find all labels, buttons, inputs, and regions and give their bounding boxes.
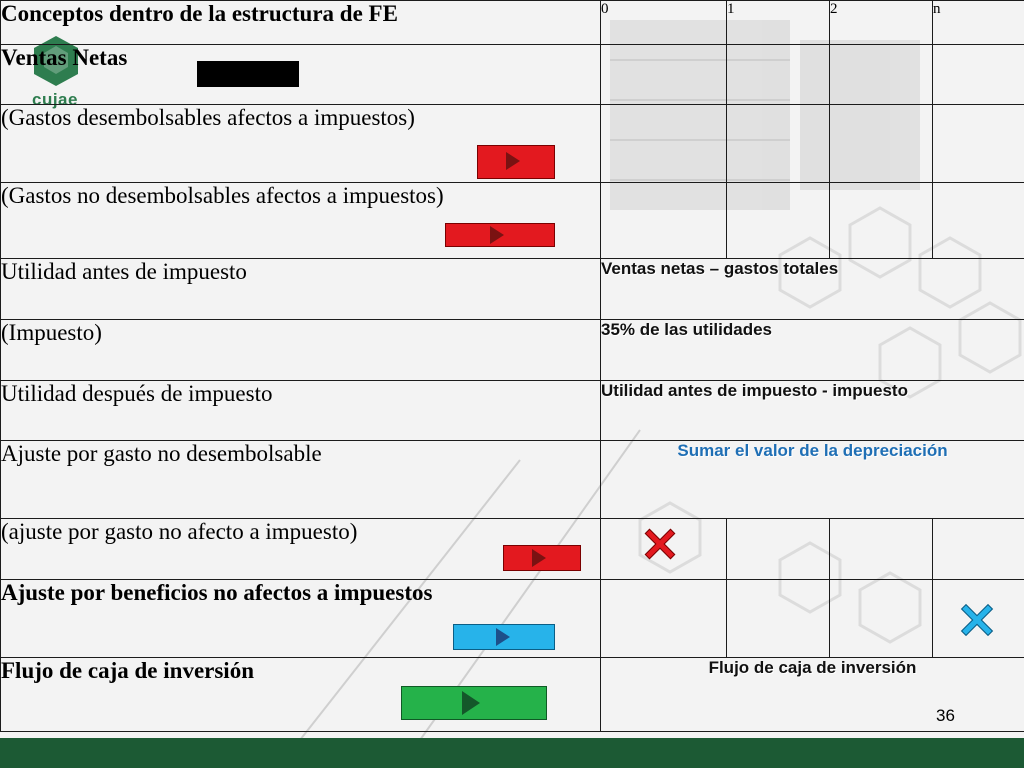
formula-ventas-gastos: Ventas netas – gastos totales bbox=[601, 259, 1024, 320]
logo-text: cujae bbox=[32, 90, 78, 109]
table-row bbox=[1, 45, 1024, 105]
table-row bbox=[1, 519, 1024, 580]
red-arrow-marker bbox=[503, 545, 581, 571]
row-label-ajuste-beneficios: Ajuste por beneficios no afectos a impuestos bbox=[1, 580, 433, 605]
blue-x-icon bbox=[955, 598, 999, 642]
header-period-n: n bbox=[933, 1, 1024, 45]
red-arrow-marker bbox=[445, 223, 555, 247]
table-row bbox=[1, 105, 1024, 183]
table-row bbox=[1, 320, 1024, 381]
header-period-2: 2 bbox=[830, 1, 933, 45]
formula-impuesto: 35% de las utilidades bbox=[601, 320, 1024, 381]
table-row bbox=[1, 580, 1024, 658]
table-row bbox=[1, 658, 1024, 732]
play-arrow-icon bbox=[490, 226, 504, 244]
table-row bbox=[1, 259, 1024, 320]
green-arrow-marker bbox=[401, 686, 547, 720]
row-label-gastos-desembolsables: (Gastos desembolsables afectos a impuestos) bbox=[1, 105, 415, 130]
header-period-1: 1 bbox=[727, 1, 830, 45]
table-header-row bbox=[1, 1, 1024, 45]
row-label-flujo-caja: Flujo de caja de inversión bbox=[1, 658, 254, 683]
row-label-gastos-no-desembolsables: (Gastos no desembolsables afectos a impuestos) bbox=[1, 183, 444, 208]
red-arrow-marker bbox=[477, 145, 555, 179]
table-row bbox=[1, 381, 1024, 441]
formula-depreciacion: Sumar el valor de la depreciación bbox=[601, 441, 1024, 519]
page-number: 36 bbox=[936, 706, 955, 725]
header-concept: Conceptos dentro de la estructura de FE bbox=[1, 1, 601, 45]
play-arrow-icon bbox=[532, 549, 546, 567]
row-label-ajuste-no-afecto: (ajuste por gasto no afecto a impuesto) bbox=[1, 519, 358, 544]
row-label-ajuste-no-desembolsable: Ajuste por gasto no desembolsable bbox=[1, 441, 601, 519]
row-label-utilidad-antes: Utilidad antes de impuesto bbox=[1, 259, 601, 320]
row-label-impuesto: (Impuesto) bbox=[1, 320, 601, 381]
header-period-0: 0 bbox=[601, 1, 727, 45]
play-arrow-icon bbox=[462, 691, 480, 715]
play-arrow-icon bbox=[506, 152, 520, 170]
row-label-utilidad-despues: Utilidad después de impuesto bbox=[1, 381, 601, 441]
black-marker-box bbox=[197, 61, 299, 87]
formula-flujo-caja: Flujo de caja de inversión bbox=[601, 658, 1024, 732]
footer-bar bbox=[0, 742, 1024, 768]
red-x-icon bbox=[639, 523, 681, 565]
table-row bbox=[1, 441, 1024, 519]
row-label-ventas-netas: Ventas Netas bbox=[1, 45, 128, 70]
play-arrow-icon bbox=[496, 628, 510, 646]
blue-arrow-marker bbox=[453, 624, 555, 650]
table-row bbox=[1, 183, 1024, 259]
formula-utilidad-despues: Utilidad antes de impuesto - impuesto bbox=[601, 381, 1024, 441]
